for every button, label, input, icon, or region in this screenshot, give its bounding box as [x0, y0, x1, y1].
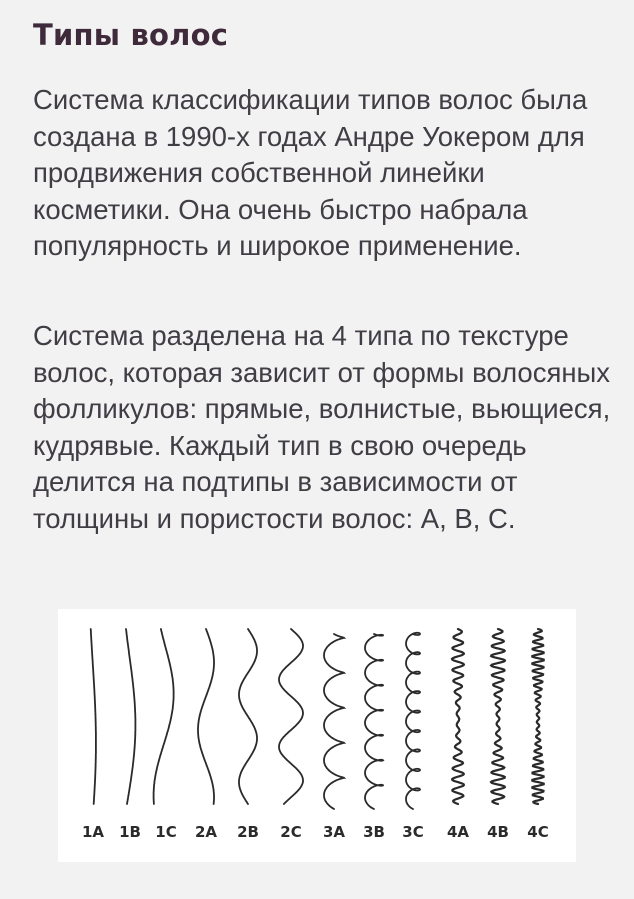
hair-type-label-4c: 4C: [527, 823, 549, 841]
hair-type-label-4a: 4A: [446, 823, 470, 841]
hair-type-label-1c: 1C: [155, 823, 177, 841]
hair-strand-1c: [154, 629, 174, 804]
hair-strand-4c: [532, 629, 543, 804]
hair-type-label-3c: 3C: [402, 823, 424, 841]
hair-type-label-2a: 2A: [194, 823, 218, 841]
hair-types-illustration: [58, 609, 576, 862]
hair-strand-2c: [279, 629, 303, 804]
intro-paragraph: Система классификации типов волос была создана в 1990-х годах Андре Уокером для продвижения собственной линейки косметики. Она очень быстро набрала популярность и широкое применение.: [33, 84, 588, 261]
hair-type-label-3a: 3A: [322, 823, 346, 841]
hair-strand-3c: [406, 633, 420, 809]
hair-type-label-2b: 2B: [237, 823, 259, 841]
hair-type-label-4b: 4B: [487, 823, 509, 841]
hair-strand-4a: [452, 629, 464, 804]
hair-type-label-3b: 3B: [363, 823, 385, 841]
page-title: Типы волос: [33, 18, 229, 52]
hair-type-label-2c: 2C: [280, 823, 302, 841]
hair-strand-1b: [126, 629, 135, 804]
hair-strands: [91, 629, 544, 809]
hair-strands-figure: [58, 609, 576, 862]
hair-strand-3a: [324, 634, 344, 809]
hair-strand-3b: [365, 634, 383, 809]
hair-type-labels: [82, 823, 549, 841]
hair-type-label-1b: 1B: [119, 823, 141, 841]
description-paragraph: Система разделена на 4 типа по текстуре волос, которая зависит от формы волосяных фолликулов: прямые, волнистые, вьющиеся, кудрявые. Каждый тип в свою очередь делится на подтипы в зависимости от толщины и пористости волос: A, B, C.: [33, 320, 611, 534]
hair-strand-4b: [491, 629, 505, 804]
hair-strand-1a: [91, 629, 96, 804]
hair-strand-2b: [239, 629, 257, 804]
hair-type-label-1a: 1A: [81, 823, 105, 841]
hair-strand-2a: [198, 629, 214, 804]
